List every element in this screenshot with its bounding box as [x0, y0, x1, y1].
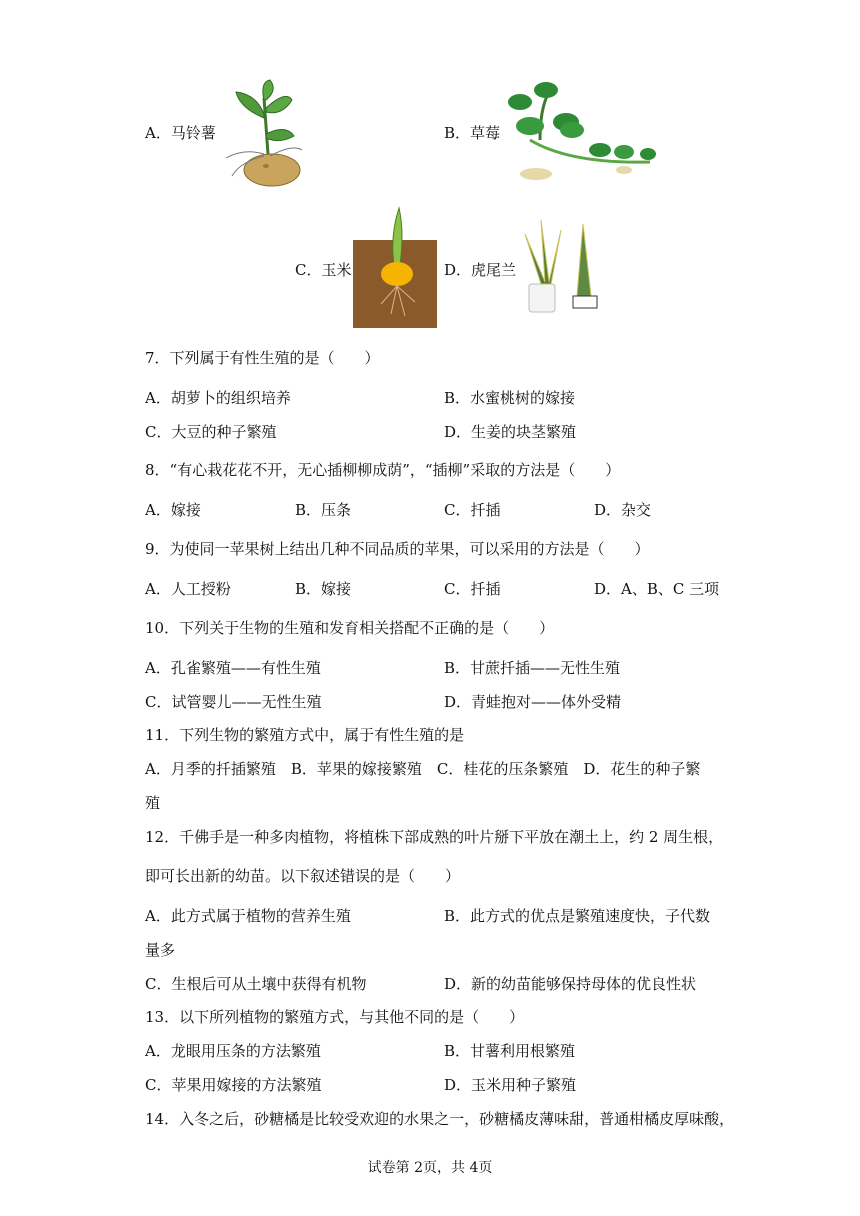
page-footer: 试卷第 2页，共 4页 — [367, 1160, 493, 1176]
q7-option-c: C．大豆的种子繁殖 — [145, 423, 277, 441]
q11-options-wrap: 殖 — [145, 794, 161, 812]
q11-stem: 11．下列生物的繁殖方式中，属于有性生殖的是 — [145, 726, 465, 744]
q12-stem-line1: 12．千佛手是一种多肉植物，将植株下部成熟的叶片掰下平放在潮土上，约 2 周生根， — [145, 828, 724, 846]
corn-seedling-figure — [353, 204, 437, 328]
potato-plant-figure — [220, 78, 304, 188]
q12-option-b-wrap: 量多 — [145, 941, 176, 959]
q13-option-b: B．甘薯利用根繁殖 — [444, 1042, 576, 1060]
q12-stem-line2: 即可长出新的幼苗。以下叙述错误的是（ ） — [145, 867, 461, 885]
q11-options: A．月季的扦插繁殖 B．苹果的嫁接繁殖 C．桂花的压条繁殖 D．花生的种子繁 — [145, 760, 701, 778]
q6-option-b: B．草莓 — [444, 124, 501, 142]
q8-option-b: B．压条 — [295, 501, 352, 519]
q12-option-d: D．新的幼苗能够保持母体的优良性状 — [444, 975, 697, 993]
q8-option-d: D．杂交 — [594, 501, 652, 519]
q13-option-c: C．苹果用嫁接的方法繁殖 — [145, 1076, 322, 1094]
q7-option-a: A．胡萝卜的组织培养 — [145, 389, 291, 407]
q9-option-c: C．扦插 — [444, 580, 501, 598]
q9-stem: 9．为使同一苹果树上结出几种不同品质的苹果，可以采用的方法是（ ） — [145, 540, 650, 558]
q9-option-b: B．嫁接 — [295, 580, 352, 598]
q14-stem: 14．入冬之后，砂糖橘是比较受欢迎的水果之一，砂糖橘皮薄味甜，普通柑橘皮厚味酸， — [145, 1110, 735, 1128]
q7-stem: 7．下列属于有性生殖的是（ ） — [145, 349, 380, 367]
q13-stem: 13．以下所列植物的繁殖方式，与其他不同的是（ ） — [145, 1008, 525, 1026]
q13-option-d: D．玉米用种子繁殖 — [444, 1076, 577, 1094]
q12-option-c: C．生根后可从土壤中获得有机物 — [145, 975, 367, 993]
q13-option-a: A．龙眼用压条的方法繁殖 — [145, 1042, 321, 1060]
q9-option-d: D．A、B、C 三项 — [594, 580, 720, 598]
q8-option-c: C．扦插 — [444, 501, 501, 519]
q8-stem: 8．“有心栽花花不开，无心插柳柳成荫”，“插柳”采取的方法是（ ） — [145, 461, 621, 479]
q10-option-b: B．甘蔗扦插——无性生殖 — [444, 659, 621, 677]
q10-stem: 10．下列关于生物的生殖和发育相关搭配不正确的是（ ） — [145, 619, 555, 637]
q10-option-d: D．青蛙抱对——体外受精 — [444, 693, 622, 711]
q12-option-b: B．此方式的优点是繁殖速度快，子代数 — [444, 907, 711, 925]
q6-option-a: A．马铃薯 — [145, 124, 216, 142]
q6-option-c: C．玉米 — [295, 261, 352, 279]
q7-option-b: B．水蜜桃树的嫁接 — [444, 389, 576, 407]
q6-option-d: D．虎尾兰 — [444, 261, 517, 279]
q8-option-a: A．嫁接 — [145, 501, 201, 519]
q10-option-c: C．试管婴儿——无性生殖 — [145, 693, 322, 711]
snake-plant-figure — [515, 216, 607, 320]
strawberry-figure — [500, 80, 660, 184]
q9-option-a: A．人工授粉 — [145, 580, 231, 598]
q7-option-d: D．生姜的块茎繁殖 — [444, 423, 577, 441]
q10-option-a: A．孔雀繁殖——有性生殖 — [145, 659, 321, 677]
q12-option-a: A．此方式属于植物的营养生殖 — [145, 907, 351, 925]
